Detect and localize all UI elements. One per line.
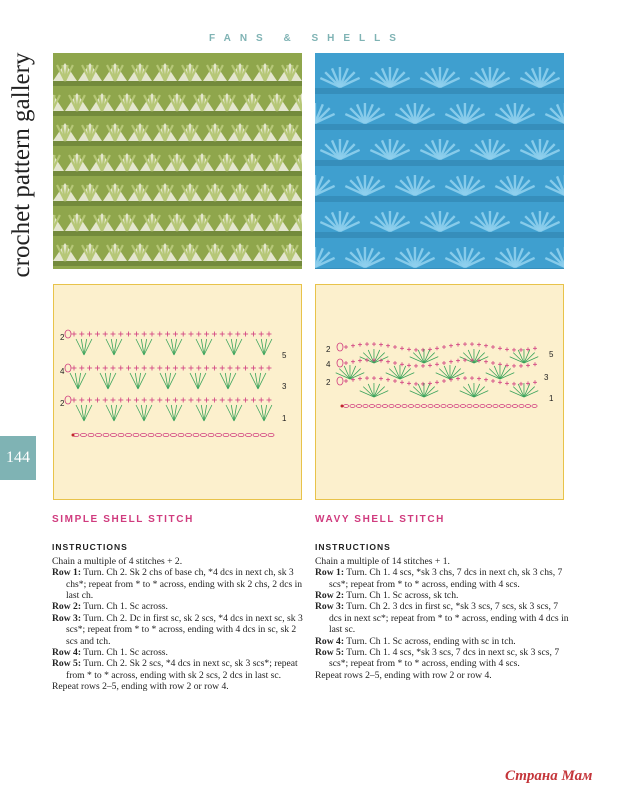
chart-right-row-label-2: 4 — [326, 360, 331, 369]
chart-left-turn-chain — [65, 364, 71, 372]
chart-right-dc — [500, 369, 511, 379]
chart-right-base-chain — [434, 405, 439, 408]
left-outro: Repeat rows 2–5, ending with row 2 or row 4. — [52, 681, 229, 693]
chart-left-base-chain — [186, 433, 192, 436]
chart-left-base-chain — [118, 433, 124, 436]
chart-right-dc — [389, 369, 400, 379]
wavy-shell-chart — [315, 284, 564, 500]
chart-left-base-chain — [201, 433, 207, 436]
left-row-4: Row 4: Turn. Ch 1. Sc across. — [52, 647, 168, 659]
chart-left-base-chain — [208, 433, 214, 436]
chart-right-base-chain — [415, 405, 420, 408]
green-swatch-photo — [53, 53, 302, 269]
chart-right-base-chain — [480, 405, 485, 408]
chart-left-base-chain — [216, 433, 222, 436]
chart-left-base-chain — [126, 433, 132, 436]
right-row-2: Row 2: Turn. Ch 1. Sc across, sk tch. — [315, 590, 459, 602]
page-number-tab — [0, 436, 36, 480]
chart-left-base-chain — [141, 433, 147, 436]
chart-right-base-chain — [369, 405, 374, 408]
green-swatch-band — [53, 81, 302, 86]
chart-right-side-label-3: 1 — [549, 394, 554, 403]
chart-right-dc — [400, 369, 411, 379]
chart-left-turn-chain — [65, 396, 71, 404]
green-swatch-band — [53, 231, 302, 236]
chart-right-dc — [363, 387, 374, 397]
chart-right-row-label-1: 2 — [326, 345, 331, 354]
simple-shell-title: SIMPLE SHELL STITCH — [52, 514, 194, 525]
right-row-4: Row 4: Turn. Ch 1. Sc across, ending with sc in tch. — [315, 635, 516, 647]
chart-right-dc — [350, 369, 361, 379]
watermark: Страна Мам — [505, 768, 593, 784]
chart-right-base-chain — [402, 405, 407, 408]
chart-left-base-chain — [103, 433, 109, 436]
chart-left-base-chain — [193, 433, 199, 436]
chart-left-base-chain — [238, 433, 244, 436]
chart-right-dc — [374, 387, 385, 397]
chart-right-base-chain — [486, 405, 491, 408]
chart-right-base-chain — [441, 405, 446, 408]
chart-right-base-chain — [525, 405, 530, 408]
chart-left-turn-chain — [65, 330, 71, 338]
chart-right-dc — [524, 353, 535, 363]
blue-swatch-band — [315, 232, 564, 238]
blue-swatch-band — [315, 160, 564, 166]
blue-swatch-photo — [315, 53, 564, 269]
chart-right-dc — [424, 353, 435, 363]
chart-left-base-chain — [156, 433, 162, 436]
chart-right-base-chain — [428, 405, 433, 408]
chart-right-base-chain — [421, 405, 426, 408]
left-row-1: Row 1: Turn. Ch 2. Sk 2 chs of base ch, *4 dcs in next ch, sk 3 chs*; repeat from * to * across, ending with sk 2 chs, 2 dcs in last ch. — [52, 567, 303, 602]
chart-right-base-chain — [506, 405, 511, 408]
chart-left-base-chain — [88, 433, 94, 436]
right-outro: Repeat rows 2–5, ending with row 2 or row 4. — [315, 669, 492, 681]
chart-right-base-chain — [473, 405, 478, 408]
chart-right-base-chain — [389, 405, 394, 408]
chart-right-dc — [489, 369, 500, 379]
green-swatch-band — [53, 141, 302, 146]
chart-right-base-chain — [519, 405, 524, 408]
left-intro: Chain a multiple of 4 stitches + 2. — [52, 555, 183, 567]
section-header: FANS & SHELLS — [209, 33, 405, 44]
chart-right-dc — [363, 353, 374, 363]
green-swatch-band — [53, 201, 302, 206]
chart-right-turn-chain — [337, 377, 343, 385]
chart-left-row-label-3: 2 — [60, 399, 65, 408]
chart-left-base-chain — [261, 433, 267, 436]
left-instructions-label: INSTRUCTIONS — [52, 542, 128, 553]
chart-right-base-chain — [363, 405, 368, 408]
chart-left-base-chain — [246, 433, 252, 436]
left-row-2: Row 2: Turn. Ch 1. Sc across. — [52, 601, 168, 613]
page-number: 144 — [6, 449, 30, 466]
side-title — [3, 40, 37, 290]
chart-right-dc — [513, 353, 524, 363]
chart-left-row-label-2: 4 — [60, 367, 65, 376]
chart-right-base-chain — [350, 405, 355, 408]
simple-shell-section — [52, 514, 307, 693]
chart-right-base-chain — [447, 405, 452, 408]
chart-right-dc — [374, 353, 385, 363]
wavy-shell-section — [315, 514, 570, 681]
chart-left-base-chain — [81, 433, 87, 436]
chart-left-base-chain — [171, 433, 177, 436]
chart-right-dc — [413, 387, 424, 397]
chart-left-base-chain — [223, 433, 229, 436]
chart-right-base-chain — [382, 405, 387, 408]
chart-right-base-chain — [356, 405, 361, 408]
blue-swatch-band — [315, 268, 564, 269]
chart-right-dc — [474, 387, 485, 397]
chart-right-base-chain — [499, 405, 504, 408]
chart-right-base-chain — [493, 405, 498, 408]
chart-left-start-dot — [72, 434, 75, 437]
chart-right-base-chain — [454, 405, 459, 408]
chart-right-base-chain — [343, 405, 348, 408]
green-swatch-band — [53, 171, 302, 176]
chart-right-side-label-1: 5 — [549, 350, 554, 359]
blue-swatch-band — [315, 88, 564, 94]
chart-right-base-chain — [376, 405, 381, 408]
chart-left-row-label-1: 2 — [60, 333, 65, 342]
blue-swatch-band — [315, 124, 564, 130]
chart-right-dc — [413, 353, 424, 363]
green-swatch-band — [53, 111, 302, 116]
green-swatch-band — [53, 261, 302, 266]
right-intro: Chain a multiple of 14 stitches + 1. — [315, 555, 450, 567]
chart-right-dc — [450, 369, 461, 379]
chart-right-base-chain — [408, 405, 413, 408]
chart-right-dc — [513, 387, 524, 397]
left-row-3: Row 3: Turn. Ch 2. Dc in first sc, sk 2 scs, *4 dcs in next sc, sk 3 scs*; repeat from * to * across, ending with 4 dcs in sc, sk 2 scs and tch. — [52, 612, 303, 647]
right-instructions-label: INSTRUCTIONS — [315, 542, 391, 553]
chart-left-base-chain — [178, 433, 184, 436]
chart-right-base-chain — [512, 405, 517, 408]
chart-right-dc — [463, 387, 474, 397]
right-row-5: Row 5: Turn. Ch 1. 4 scs, *sk 3 scs, 7 dcs in next sc, sk 3 scs, 7 scs*; repeat from * to * across, ending with 4 scs. — [315, 647, 560, 670]
left-row-5: Row 5: Turn. Ch 2. Sk 2 scs, *4 dcs in next sc, sk 3 scs*; repeat from * to * across, ending with sk 2 scs, 2 dcs in last sc. — [52, 658, 298, 681]
chart-right-base-chain — [395, 405, 400, 408]
chart-left-base-chain — [163, 433, 169, 436]
side-title-text: crochet pattern gallery — [8, 52, 35, 278]
chart-right-dc — [439, 369, 450, 379]
chart-left-base-chain — [133, 433, 139, 436]
simple-shell-chart — [53, 284, 302, 500]
chart-left-side-label-1: 5 — [282, 351, 287, 360]
chart-right-row-label-3: 2 — [326, 378, 331, 387]
chart-right-turn-chain — [337, 343, 343, 351]
chart-left-base-chain — [96, 433, 102, 436]
chart-left-base-chain — [111, 433, 117, 436]
chart-right-base-chain — [460, 405, 465, 408]
chart-right-side-label-2: 3 — [544, 373, 549, 382]
chart-right-base-chain — [532, 405, 537, 408]
chart-left-base-chain — [148, 433, 154, 436]
chart-right-start-dot — [341, 405, 344, 408]
blue-swatch-band — [315, 196, 564, 202]
wavy-shell-title: WAVY SHELL STITCH — [315, 514, 445, 525]
chart-right-turn-chain — [337, 359, 343, 367]
chart-right-dc — [424, 387, 435, 397]
chart-left-base-chain — [253, 433, 259, 436]
chart-left-side-label-2: 3 — [282, 382, 287, 391]
right-row-3: Row 3: Turn. Ch 2. 3 dcs in first sc, *sk 3 scs, 7 scs, sk 3 scs, 7 dcs in next sc*; repeat from * to * across, ending with 4 dcs in last sc. — [315, 601, 569, 636]
right-row-1: Row 1: Turn. Ch 1. 4 scs, *sk 3 chs, 7 dcs in next ch, sk 3 chs, 7 scs*; repeat from * to * across, ending with 4 scs. — [315, 567, 563, 590]
chart-right-dc — [524, 387, 535, 397]
chart-left-base-chain — [268, 433, 274, 436]
chart-right-base-chain — [467, 405, 472, 408]
chart-left-side-label-3: 1 — [282, 414, 287, 423]
chart-left-base-chain — [231, 433, 237, 436]
